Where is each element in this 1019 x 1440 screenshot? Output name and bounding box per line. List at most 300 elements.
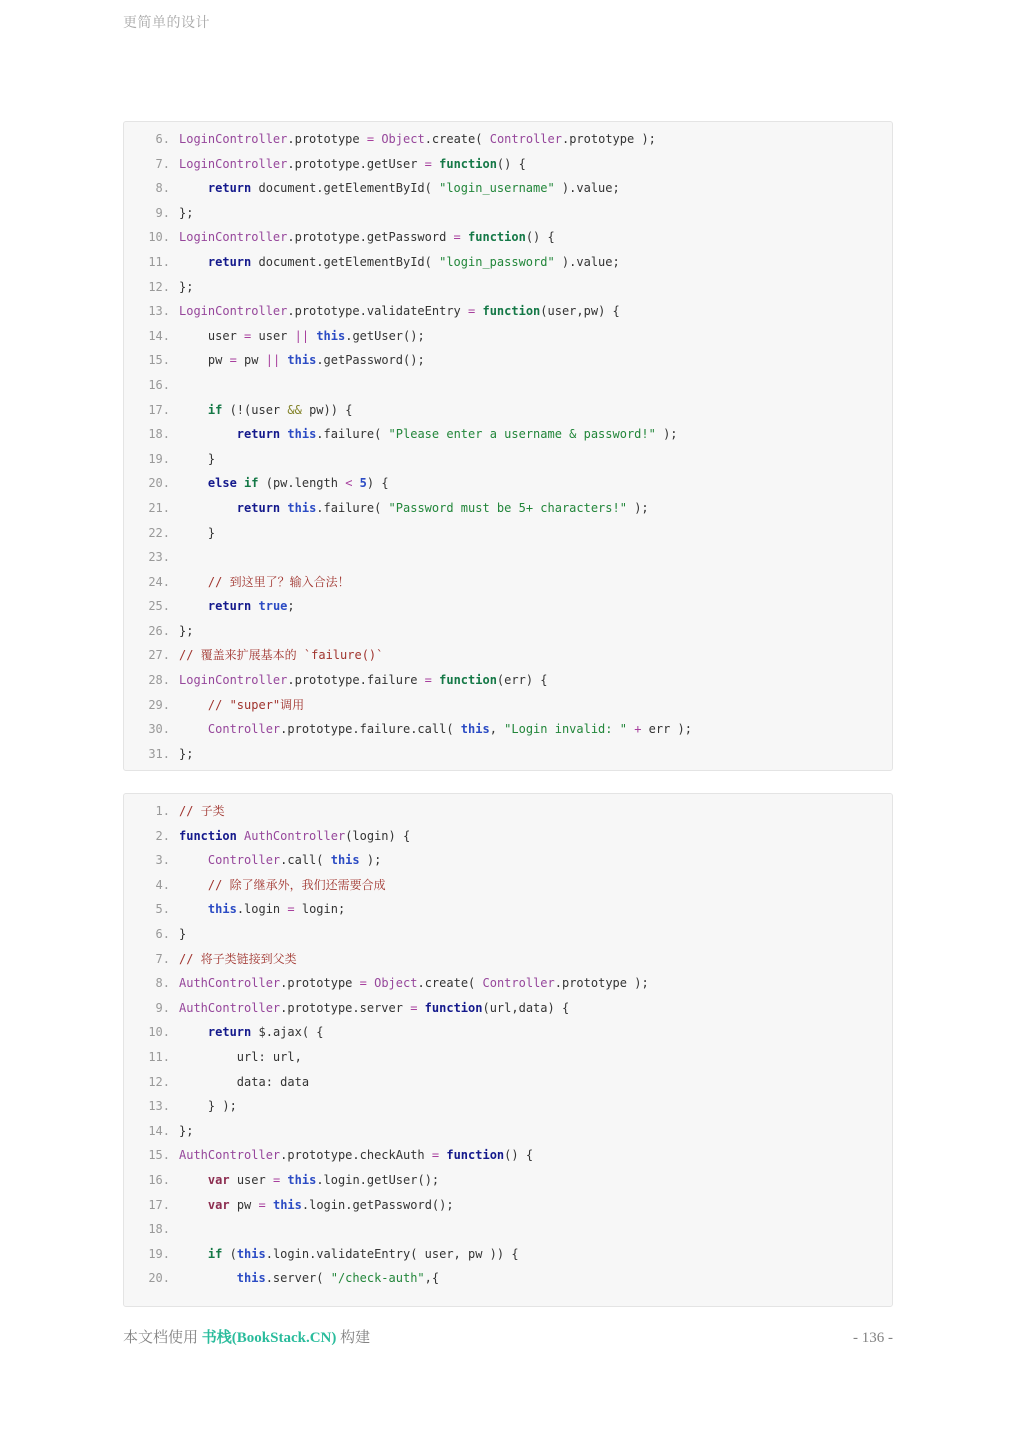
code-token: pw	[179, 353, 230, 368]
line-number: 16.	[148, 377, 170, 392]
code-text	[179, 206, 193, 220]
code-token: "/check-auth"	[330, 1271, 425, 1286]
code-token: this	[460, 722, 490, 737]
line-number: 28.	[148, 673, 170, 688]
code-token	[179, 1173, 208, 1187]
code-token: var	[207, 1172, 230, 1187]
line-number: 13.	[148, 304, 170, 319]
code-token: .login.getUser();	[316, 1172, 440, 1187]
code-token: this	[330, 853, 360, 868]
code-token: LoginController	[179, 304, 288, 319]
code-token	[237, 829, 244, 843]
code-line	[144, 471, 880, 496]
footer-build-note	[123, 1326, 370, 1347]
code-token: "Password must be 5+ characters!"	[388, 500, 627, 515]
code-token: url: url,	[179, 1049, 302, 1064]
code-text	[179, 1271, 439, 1285]
code-line	[144, 1143, 880, 1168]
code-token: // 覆盖来扩展基本的 `failure()`	[179, 648, 384, 663]
code-line	[144, 127, 880, 152]
line-number: 15.	[148, 1148, 170, 1163]
code-token: true	[258, 599, 288, 614]
line-number: 23.	[148, 550, 170, 565]
code-text	[179, 427, 678, 441]
code-line	[144, 643, 880, 668]
code-line	[144, 594, 880, 619]
code-token: .getUser();	[345, 328, 425, 343]
code-token: .create(	[417, 976, 483, 991]
code-text	[179, 624, 193, 638]
line-number: 3.	[155, 853, 170, 868]
code-line	[144, 275, 880, 300]
code-text	[179, 648, 383, 662]
code-token: =	[272, 1172, 281, 1187]
code-token: (user,pw) {	[540, 304, 620, 319]
line-number: 8.	[155, 181, 170, 196]
line-number: 17.	[148, 1197, 170, 1212]
code-token: LoginController	[179, 673, 288, 688]
line-number: 8.	[155, 976, 170, 991]
code-token: // 除了继承外，我们还需要合成	[207, 877, 386, 892]
code-token: =	[424, 156, 432, 171]
code-token: .login.getPassword();	[301, 1197, 454, 1212]
code-token: AuthController	[179, 1148, 281, 1163]
code-token	[179, 1025, 208, 1039]
line-number: 30.	[148, 722, 170, 737]
line-number: 17.	[148, 402, 170, 417]
line-number: 5.	[155, 902, 170, 917]
code-token	[179, 878, 208, 892]
code-text	[179, 902, 345, 916]
code-line	[144, 947, 880, 972]
code-token: return	[207, 181, 252, 196]
line-number: 6.	[155, 926, 170, 941]
code-token: };	[179, 746, 194, 761]
code-token	[179, 902, 208, 916]
code-token: ,	[489, 722, 505, 737]
code-line	[144, 176, 880, 201]
code-block-auth-controller	[123, 793, 893, 1307]
code-token: pw)) {	[301, 402, 353, 417]
code-line	[144, 717, 880, 742]
line-number: 29.	[148, 697, 170, 712]
line-number: 26.	[148, 623, 170, 638]
code-token: document.getElementById(	[251, 181, 440, 196]
footer-suffix: 构建	[336, 1330, 371, 1346]
code-text	[179, 329, 425, 343]
code-text	[179, 304, 620, 318]
code-text	[179, 353, 425, 367]
code-line	[144, 422, 880, 447]
line-number: 10.	[148, 1025, 170, 1040]
code-token: var	[207, 1197, 230, 1212]
code-token: .failure(	[316, 500, 389, 515]
code-token: (login) {	[345, 828, 411, 843]
code-token: AuthController	[244, 828, 346, 843]
code-text	[179, 280, 193, 294]
code-line	[144, 799, 880, 824]
code-token: "Login invalid: "	[504, 722, 627, 737]
code-token: ) {	[366, 476, 389, 491]
code-token: (	[222, 1246, 237, 1261]
code-token: }	[179, 525, 216, 540]
page-footer	[123, 1326, 893, 1347]
line-number: 9.	[155, 1000, 170, 1015]
code-token: return	[207, 254, 252, 269]
code-line	[144, 299, 880, 324]
code-line	[144, 1266, 880, 1291]
line-number: 15.	[148, 353, 170, 368]
code-token	[461, 230, 468, 244]
code-token: this	[236, 1271, 266, 1286]
code-token	[179, 1271, 237, 1285]
code-line	[144, 1070, 880, 1095]
code-token	[179, 698, 208, 712]
code-token: function	[179, 828, 237, 843]
code-token: .login.validateEntry( user, pw )) {	[265, 1246, 519, 1261]
code-token: );	[359, 853, 382, 868]
code-line	[144, 496, 880, 521]
code-token: if	[207, 402, 223, 417]
code-text	[179, 230, 555, 244]
code-token: .call(	[280, 853, 331, 868]
code-token: };	[179, 623, 194, 638]
code-token: return	[207, 1025, 252, 1040]
code-token: =	[359, 976, 367, 991]
line-number: 4.	[155, 877, 170, 892]
code-token	[417, 1001, 424, 1015]
code-token: // "super"调用	[207, 697, 305, 712]
code-token: pw	[229, 1197, 259, 1212]
code-line	[144, 1168, 880, 1193]
code-text	[179, 1198, 454, 1212]
code-token: <	[345, 476, 353, 491]
code-line	[144, 668, 880, 693]
code-token	[179, 476, 208, 490]
code-text	[179, 673, 548, 687]
code-text	[179, 722, 692, 736]
code-text	[179, 526, 215, 540]
line-number: 20.	[148, 476, 170, 491]
code-line	[144, 1242, 880, 1267]
code-text	[179, 952, 297, 966]
code-token	[179, 599, 208, 613]
code-text	[179, 181, 620, 195]
code-token: Object	[381, 132, 425, 146]
code-token: LoginController	[179, 230, 288, 245]
code-token: this	[287, 427, 317, 442]
code-block-login-controller	[123, 121, 893, 771]
code-token	[179, 427, 237, 441]
code-token: };	[179, 205, 194, 220]
code-line	[144, 619, 880, 644]
code-token	[266, 1198, 273, 1212]
code-token: // 将子类链接到父类	[179, 951, 297, 966]
line-number: 11.	[148, 254, 170, 269]
code-text	[179, 1001, 569, 1015]
code-token: 5	[359, 476, 367, 491]
line-number: 18.	[148, 1222, 170, 1237]
code-token: .getPassword();	[316, 353, 425, 368]
code-token: Object	[374, 976, 418, 991]
code-token: this	[287, 1172, 317, 1187]
code-token	[251, 599, 258, 613]
line-number: 14.	[148, 1123, 170, 1138]
code-token	[352, 476, 359, 490]
code-token: "Please enter a username & password!"	[388, 427, 656, 442]
code-token: () {	[496, 156, 526, 171]
line-number: 11.	[148, 1049, 170, 1064]
code-token: AuthController	[179, 976, 281, 991]
code-token: .prototype.validateEntry	[287, 304, 468, 319]
code-token: user	[179, 328, 245, 343]
code-token: .prototype.checkAuth	[280, 1148, 432, 1163]
code-text	[179, 1148, 533, 1162]
code-line	[144, 1020, 880, 1045]
code-line	[144, 971, 880, 996]
code-token: this	[207, 902, 237, 917]
code-token: if	[244, 476, 259, 491]
code-line	[144, 373, 880, 398]
code-token: function	[424, 1000, 483, 1015]
code-line	[144, 324, 880, 349]
code-token: };	[179, 1123, 194, 1138]
code-token: function	[482, 304, 541, 319]
code-line	[144, 250, 880, 275]
code-text	[179, 1247, 519, 1261]
code-token	[179, 181, 208, 195]
code-token: return	[236, 427, 281, 442]
code-line	[144, 447, 880, 472]
line-number: 27.	[148, 648, 170, 663]
code-token: user	[229, 1172, 273, 1187]
code-token: if	[207, 1246, 223, 1261]
code-token: .create(	[424, 132, 490, 146]
line-number: 19.	[148, 1246, 170, 1261]
code-token	[179, 255, 208, 269]
code-token: document.getElementById(	[251, 254, 440, 269]
code-token: =	[468, 304, 476, 319]
code-token	[179, 403, 208, 417]
code-text	[179, 1025, 324, 1039]
code-token: );	[626, 500, 649, 515]
code-token: LoginController	[179, 132, 288, 146]
code-text	[179, 157, 526, 171]
line-number: 31.	[148, 746, 170, 761]
code-token: $.ajax( {	[251, 1025, 324, 1040]
code-line	[144, 225, 880, 250]
code-token: .prototype	[287, 132, 367, 146]
code-token: }	[179, 451, 216, 466]
code-token	[179, 1198, 208, 1212]
code-line	[144, 922, 880, 947]
code-token: Controller	[489, 132, 562, 146]
code-text	[179, 829, 410, 843]
code-token: ||	[265, 353, 281, 368]
code-token: .prototype );	[561, 132, 656, 146]
code-token: =	[424, 673, 432, 688]
footer-brand-link[interactable]: 书栈(BookStack.CN)	[201, 1330, 337, 1346]
code-text	[179, 599, 295, 613]
code-token: .failure(	[316, 427, 389, 442]
line-number: 6.	[155, 132, 170, 146]
code-token: function	[439, 673, 497, 688]
code-token: Controller	[207, 853, 281, 868]
code-token: .prototype.failure.call(	[280, 722, 461, 737]
line-number: 10.	[148, 230, 170, 245]
code-token: =	[229, 353, 237, 368]
page-header-title: 更简单的设计	[123, 14, 210, 30]
code-token: =	[244, 328, 252, 343]
code-token: err );	[641, 722, 693, 737]
code-token: (!(user	[222, 402, 288, 417]
code-line	[144, 996, 880, 1021]
code-text	[179, 853, 381, 867]
code-text	[179, 1099, 237, 1113]
code-token: .prototype.getUser	[287, 156, 425, 171]
code-token: this	[316, 328, 346, 343]
code-token: ,{	[424, 1271, 440, 1286]
line-number: 18.	[148, 427, 170, 442]
code-token: return	[207, 599, 252, 614]
code-token: .prototype.getPassword	[287, 230, 454, 245]
code-text	[179, 403, 352, 417]
line-number: 16.	[148, 1172, 170, 1187]
code-text	[179, 1124, 193, 1138]
code-token: // 子类	[179, 804, 225, 818]
code-token: login;	[294, 902, 346, 917]
code-token: =	[366, 132, 375, 146]
code-text	[179, 501, 649, 515]
line-number: 20.	[148, 1271, 170, 1286]
code-text	[179, 132, 656, 146]
code-token: LoginController	[179, 156, 288, 171]
code-line	[144, 1119, 880, 1144]
code-token: );	[655, 427, 678, 442]
code-token: "login_username"	[439, 181, 555, 196]
line-number: 22.	[148, 525, 170, 540]
code-token	[179, 853, 208, 867]
code-token: // 到这里了？输入合法！	[207, 574, 350, 589]
code-line	[144, 348, 880, 373]
line-number: 2.	[155, 828, 170, 843]
code-token: };	[179, 279, 194, 294]
code-text	[179, 476, 389, 490]
code-text	[179, 698, 304, 712]
code-line	[144, 824, 880, 849]
code-text	[179, 1050, 302, 1064]
code-token: =	[410, 1000, 418, 1015]
code-line	[144, 201, 880, 226]
code-token: (err) {	[496, 673, 548, 688]
line-number: 1.	[155, 804, 170, 818]
line-number: 13.	[148, 1099, 170, 1114]
code-token: }	[179, 926, 187, 941]
code-token: +	[634, 722, 642, 737]
line-number: 7.	[155, 951, 170, 966]
code-token: function	[468, 230, 526, 245]
code-line	[144, 1193, 880, 1218]
code-line	[144, 152, 880, 177]
code-token: .prototype );	[554, 976, 649, 991]
code-token: .prototype	[280, 976, 360, 991]
code-text	[179, 747, 193, 761]
code-token: Controller	[482, 976, 555, 991]
code-token: =	[431, 1148, 440, 1163]
code-line	[144, 693, 880, 718]
code-token: AuthController	[179, 1000, 281, 1015]
code-token: pw	[236, 353, 266, 368]
code-line	[144, 570, 880, 595]
code-line	[144, 1094, 880, 1119]
code-token: ).value;	[554, 181, 620, 196]
code-token: return	[236, 500, 281, 515]
code-text	[179, 575, 350, 589]
code-token: .login	[236, 902, 288, 917]
code-token: user	[251, 328, 295, 343]
code-line	[144, 742, 880, 767]
code-token: () {	[525, 230, 555, 245]
code-line	[144, 897, 880, 922]
code-text	[179, 804, 225, 818]
footer-prefix: 本文档使用	[123, 1330, 202, 1346]
code-text	[179, 1173, 439, 1187]
code-line	[144, 873, 880, 898]
code-line	[144, 848, 880, 873]
code-token: =	[453, 230, 461, 245]
code-token: this	[287, 353, 317, 368]
code-line	[144, 1045, 880, 1070]
line-number: 25.	[148, 599, 170, 614]
code-token: } );	[179, 1099, 237, 1114]
code-token: this	[236, 1246, 266, 1261]
code-token: function	[446, 1148, 505, 1163]
line-number: 9.	[155, 205, 170, 220]
code-token: (pw.length	[258, 476, 346, 491]
line-number: 19.	[148, 451, 170, 466]
code-text	[179, 255, 620, 269]
code-token	[179, 501, 237, 515]
code-token: else	[207, 476, 237, 491]
code-text	[179, 976, 649, 990]
page-number: - 136 -	[853, 1330, 893, 1346]
code-text	[179, 1075, 309, 1089]
line-number: 12.	[148, 1074, 170, 1089]
code-token: &&	[287, 402, 302, 417]
code-token: .prototype.server	[280, 1000, 411, 1015]
code-token: ||	[294, 328, 310, 343]
line-number: 12.	[148, 279, 170, 294]
code-token: this	[287, 500, 317, 515]
code-token	[179, 722, 208, 736]
code-line	[144, 398, 880, 423]
code-token: ;	[287, 599, 295, 614]
code-token: .prototype.failure	[287, 673, 425, 688]
code-text	[179, 452, 215, 466]
code-text	[179, 878, 386, 892]
code-token: Controller	[207, 722, 281, 737]
code-token: (url,data) {	[482, 1000, 570, 1015]
line-number: 14.	[148, 328, 170, 343]
code-token: this	[272, 1197, 302, 1212]
code-token: function	[439, 156, 497, 171]
code-token: ).value;	[554, 254, 620, 269]
code-token	[237, 476, 244, 490]
code-token: () {	[504, 1148, 534, 1163]
code-token	[179, 1247, 208, 1261]
code-token: =	[287, 902, 295, 917]
code-line	[144, 521, 880, 546]
